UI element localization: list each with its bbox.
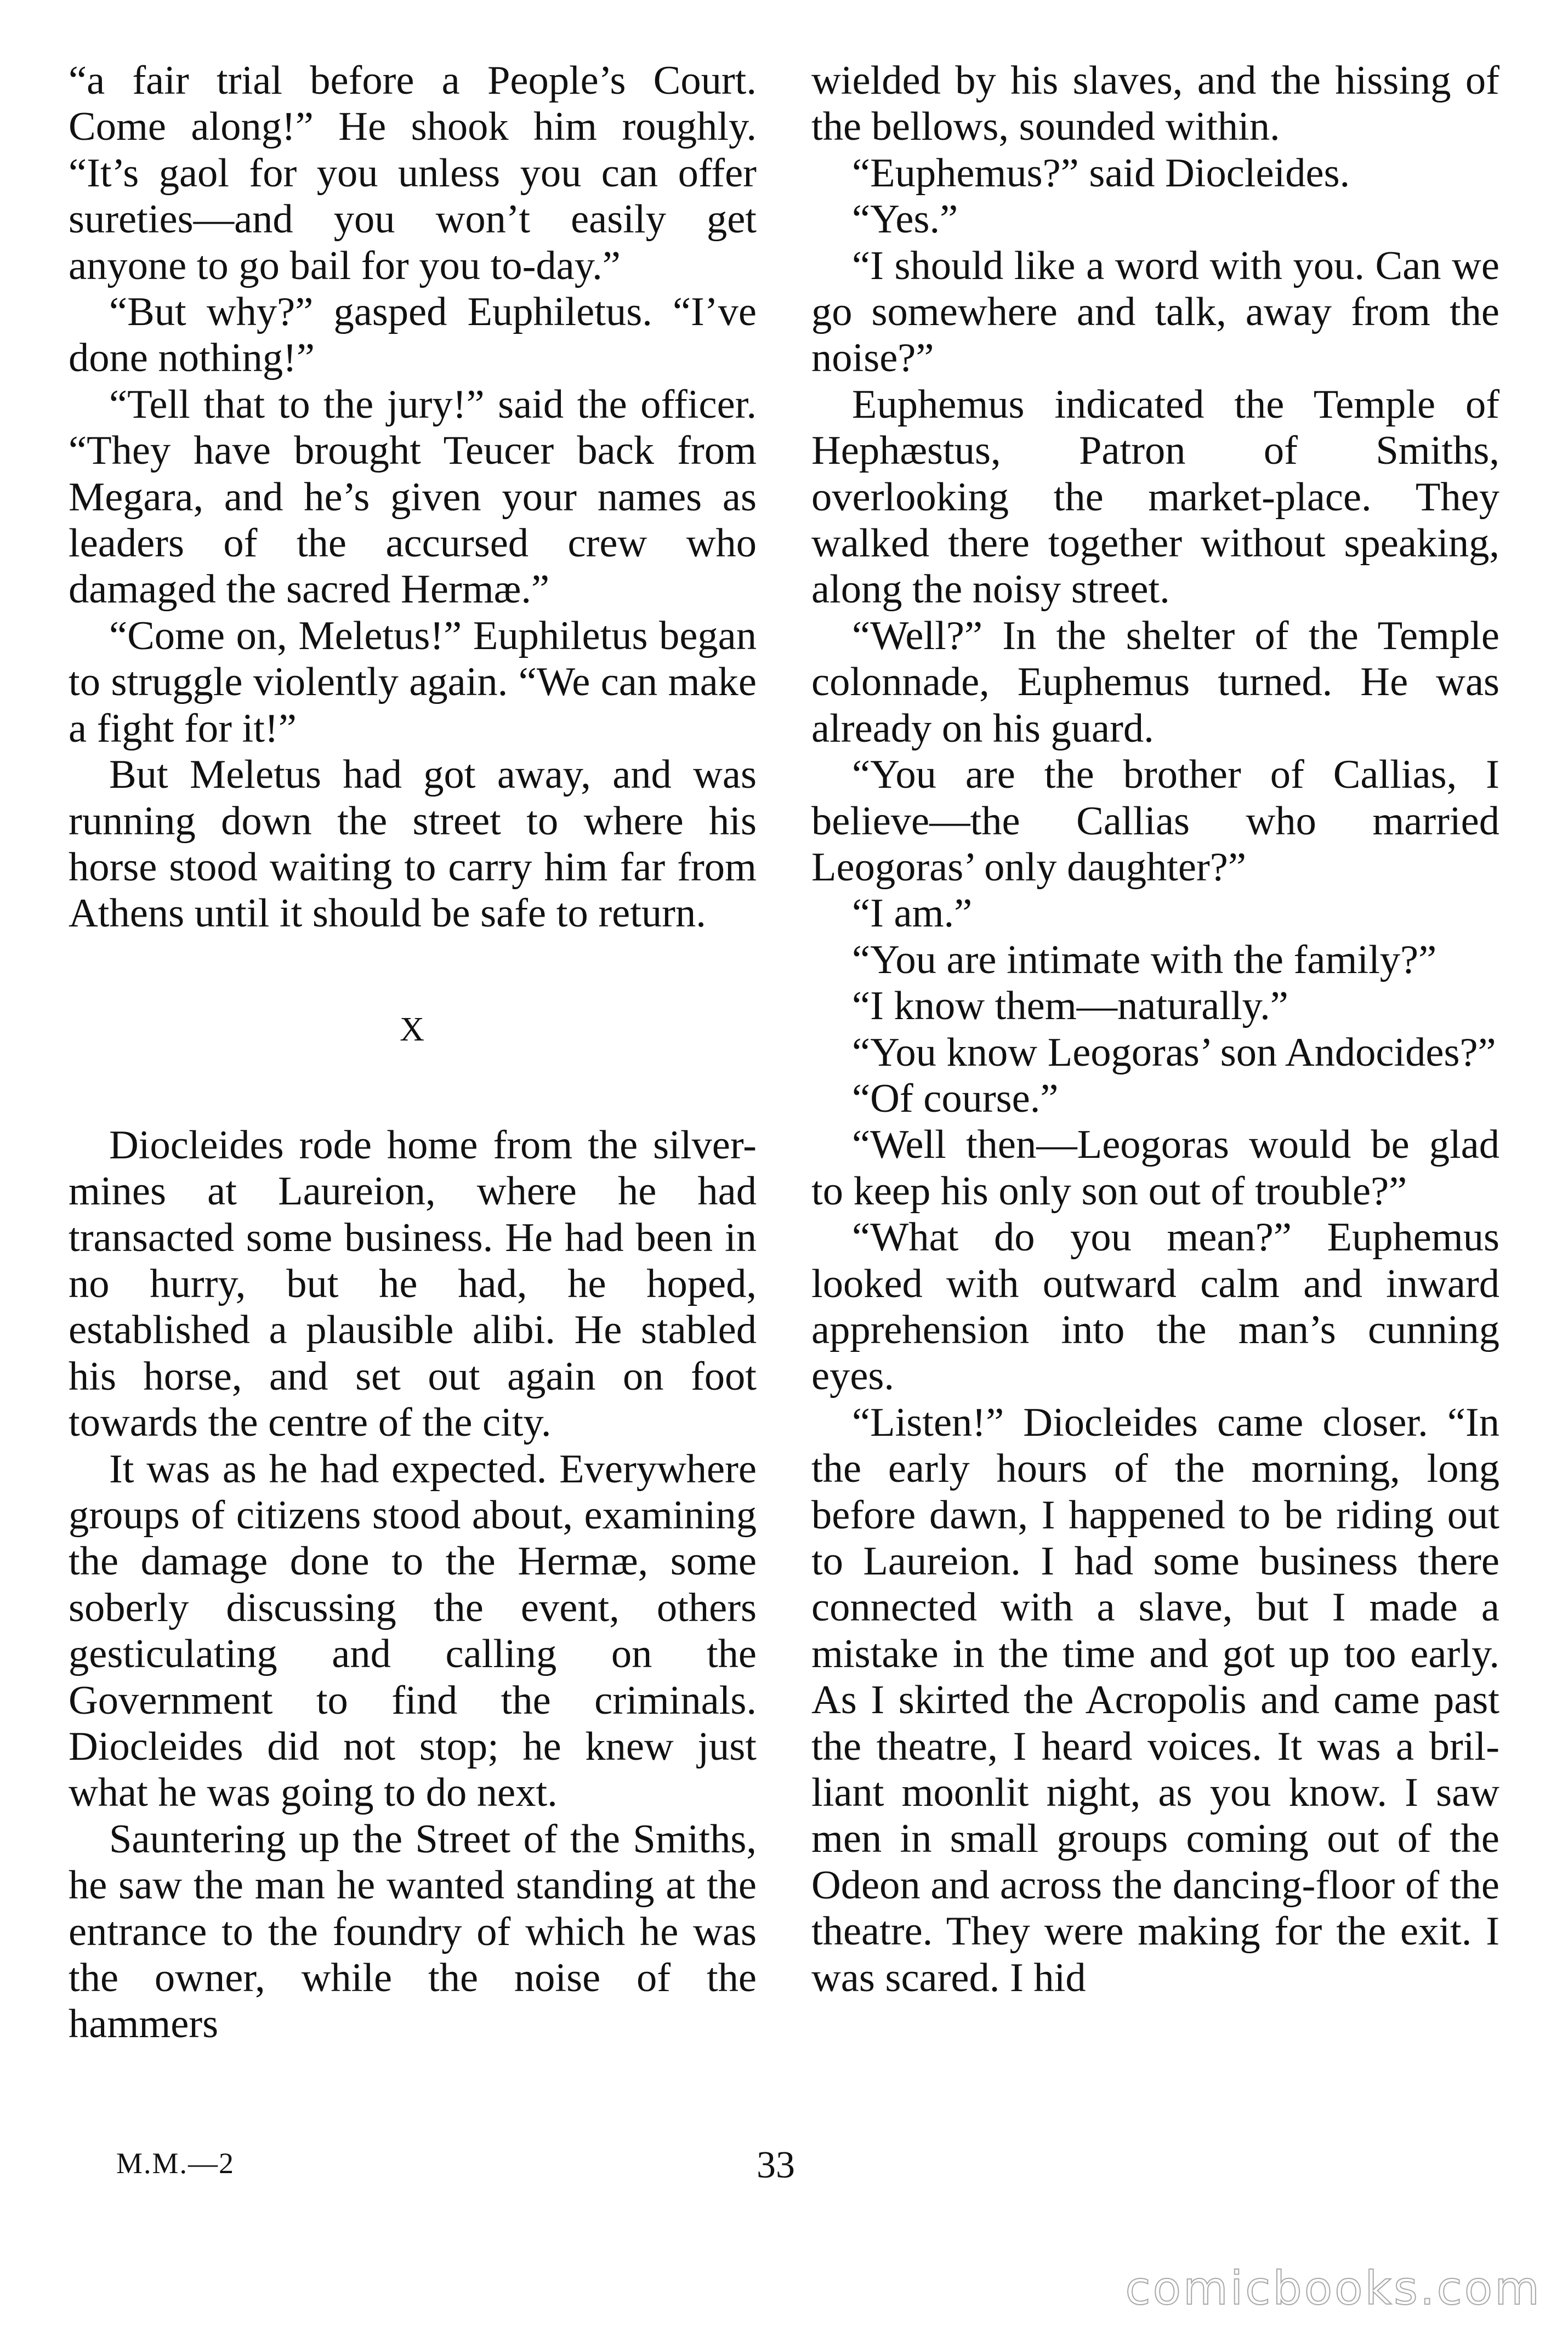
paragraph: “Yes.” [852,197,958,242]
left-text-column [69,58,757,2048]
paragraph: “Of course.” [852,1076,1059,1121]
paragraph: “Euphemus?” said Diocleides. [852,150,1350,196]
section-heading: X [400,1010,425,1048]
paragraph: “You are the brother of Callias, I believe—the Callias who married Leogoras’ only daughter?” [811,752,1499,890]
paragraph: “What do you mean?” Euphemus looked with outward calm and inward apprehension into the man’s cunning eyes. [811,1215,1499,1399]
paragraph: “I am.” [852,891,973,936]
paragraph: “But why?” gasped Euphiletus. “I’ve done nothing!” [69,289,757,381]
paragraph: “Well then—Leogoras would be glad to keep his only son out of trouble?” [811,1122,1499,1214]
paragraph: Euphemus indicated the Temple of Hephæstus, Patron of Smiths, overlooking the market-place. They walked there together without speaking, along the noisy street. [811,382,1499,612]
printer-signature-mark: M.M.—2 [116,2147,235,2180]
paragraph: wielded by his slaves, and the hissing of the bellows, sounded within. [811,58,1499,150]
paragraph: Sauntering up the Street of the Smiths, he saw the man he wanted standing at the entrance to the foundry of which he was the owner, while the noise of the hammers [69,1816,757,2047]
paragraph: But Meletus had got away, and was running down the street to where his horse stood waiting to carry him far from Athens until it should be safe to return. [69,752,757,936]
paragraph: “Come on, Meletus!” Euphiletus began to struggle violently again. “We can make a fight for it!” [69,613,757,751]
paragraph: “You are intimate with the family?” [852,937,1437,982]
paragraph: “Tell that to the jury!” said the officer. “They have brought Teucer back from Megara, and he’s given your names as leaders of the accursed crew who damaged the sacred Hermæ.” [69,382,757,612]
right-text-column [811,58,1499,2001]
paragraph: “I know them—naturally.” [852,983,1288,1029]
paragraph: “a fair trial before a People’s Court. Come along!” He shook him roughly. “It’s gaol for you unless you can offer sureties—and you won’t easily get anyone to go bail for you to-day.” [69,58,757,288]
paragraph: “Well?” In the shelter of the Temple colonnade, Euphemus turned. He was already on his guard. [811,613,1499,751]
paragraph: Diocleides rode home from the silver-mines at Laureion, where he had transacted some business. He had been in no hurry, but he had, he hoped, established a plausible alibi. He stabled his horse, and set out again on foot towards the centre of the city. [69,1122,757,1446]
paragraph: “Listen!” Diocleides came closer. “In the early hours of the morning, long before dawn, I happened to be riding out to Laureion. I had some business there connected with a slave, but I made a mistake in the time and got up too early. As I skirted the Acropolis and came past the theatre, I heard voices. It was a brilliant moonlit night, as you know. I saw men in small groups coming out of the Odeon and across the dancing-floor of the theatre. They were making for the exit. I was scared. I hid [811,1400,1499,2000]
paragraph: “You know Leogoras’ son Andocides?” [852,1030,1496,1075]
page-number: 33 [757,2144,795,2186]
paragraph: It was as he had expected. Everywhere groups of citizens stood about, examining the damage done to the Hermæ, some soberly discussing the event, others gesticulating and calling on the Government to find the criminals. Diocleides did not stop; he knew just what he was going to do next. [69,1446,757,1816]
watermark-logo: comicbooks.com [1125,2261,1542,2315]
paragraph: “I should like a word with you. Can we go somewhere and talk, away from the noise?” [811,243,1499,381]
